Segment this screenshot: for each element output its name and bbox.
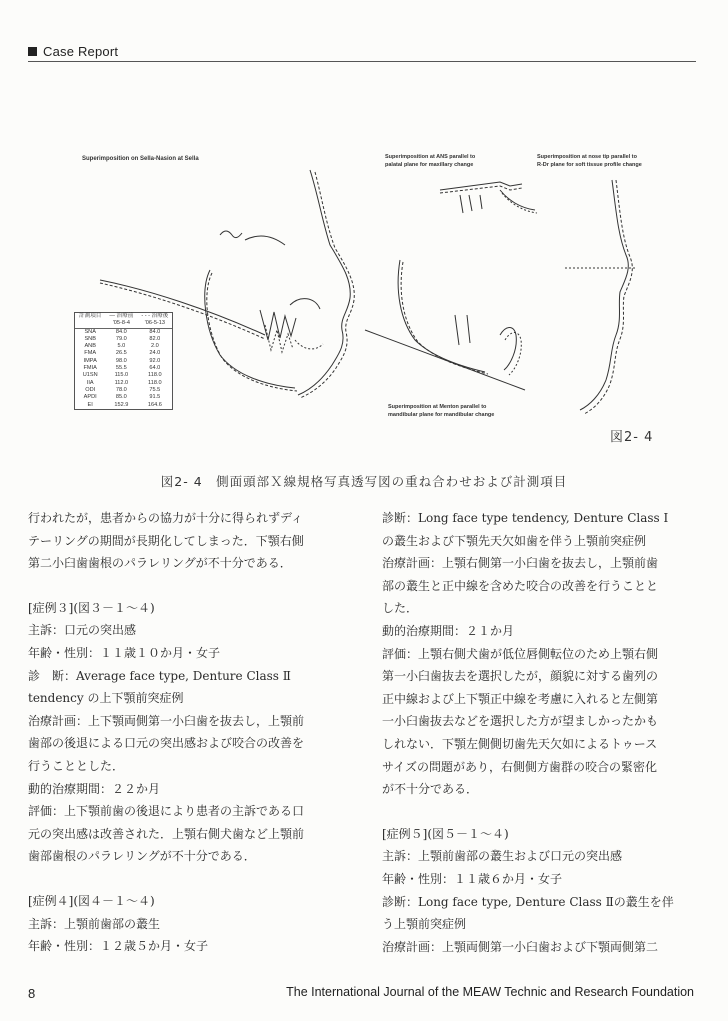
text-line: した． (382, 601, 419, 616)
table-cell: EI (87, 401, 93, 408)
table-cell: 85.0 (115, 394, 127, 401)
text-line: う上顎前突症例 (382, 917, 467, 932)
table-cell: 164.6 (147, 401, 162, 408)
table-cell: 91.5 (149, 394, 161, 401)
text-line: 年齢・性別：１２歳５か月・女子 (28, 939, 209, 954)
text-line: 評価：上顎右側犬歯が低位唇側転位のため上顎右側 (382, 646, 659, 661)
table-cell: IMPA (83, 357, 97, 364)
table-date-cell: '05-8-4 (112, 320, 130, 327)
text-line: 主訴：上顎前歯部の叢生 (28, 916, 161, 931)
table-date-cell (75, 320, 105, 328)
table-cell: U1SN (82, 372, 98, 379)
table-cell: 84.0 (115, 328, 127, 335)
table-date-cell: '06-5-13 (144, 320, 166, 327)
figure-caption: 図2- 4 側面頭部Ｘ線規格写真透写図の重ね合わせおよび計測項目 (160, 474, 568, 489)
table-row (75, 372, 172, 379)
text-line: 主訴：口元の突出感 (28, 623, 137, 638)
text-line: 主訴：上顎前歯部の叢生および口元の突出感 (382, 849, 623, 864)
table-header-cell: 計測項目 (79, 313, 102, 319)
table-cell: 92.0 (149, 357, 161, 364)
table-row (75, 358, 172, 365)
table-cell: 2.0 (150, 343, 159, 350)
table-cell: 98.0 (115, 357, 127, 364)
table-row (75, 402, 172, 409)
nose-superimposition-tracing (565, 180, 635, 414)
table-cell: ANB (84, 343, 96, 350)
text-line: 年齢・性別：１１歳６か月・女子 (382, 871, 563, 886)
table-cell: ODI (85, 386, 96, 393)
paragraph-gap (28, 868, 348, 890)
table-row (75, 380, 172, 387)
text-line: [症例４](図４－１～４) (28, 893, 155, 908)
table-header-cell: - - - 治療後 (141, 313, 169, 319)
text-line: 歯部歯根のパラレリングが不十分である． (28, 849, 256, 864)
text-line: tendency の上下顎前突症例 (28, 691, 184, 706)
table-cell: FMIA (83, 365, 97, 372)
table-cell: 75.5 (149, 386, 161, 393)
ans-superimposition-tracing (440, 182, 537, 213)
text-line: 診断：Long face type, Denture Class Ⅱの叢生を伴 (382, 894, 674, 909)
text-line: 治療計画：上顎両側第一小臼歯および下顎両側第二 (382, 939, 659, 954)
page-number: 8 (28, 986, 36, 1001)
text-line: 治療計画：上顎右側第一小臼歯を抜去し，上顎前歯 (382, 556, 659, 571)
table-row (75, 343, 172, 350)
text-line: 動的治療期間：２２か月 (28, 781, 161, 796)
text-line: 評価：上下顎前歯の後退により患者の主訴である口 (28, 804, 305, 819)
header-rule (28, 61, 696, 62)
text-line: 行われたが，患者からの協力が十分に得られずディ (28, 511, 304, 525)
text-line: 歯部の後退による口元の突出感および咬合の改善を (28, 736, 305, 751)
table-cell: SNA (84, 328, 96, 335)
text-line: 第二小臼歯歯根のパラレリングが不十分である． (28, 556, 292, 571)
table-cell: 55.5 (115, 365, 127, 372)
table-row (75, 336, 172, 343)
menton-superimposition-tracing (365, 260, 525, 390)
table-cell: 112.0 (114, 379, 129, 386)
table-cell: APDI (83, 394, 97, 401)
table-row (75, 350, 172, 357)
nose-note-2: R-Dr plane for soft tissue profile change (537, 162, 642, 168)
text-line: 元の突出感は改善された．上顎右側犬歯など上顎前 (28, 826, 305, 841)
text-line: 診断：Long face type tendency, Denture Class Ⅰ (382, 511, 669, 525)
text-line: 行うこととした． (28, 758, 125, 773)
menton-note-2: mandibular plane for mandibular change (388, 412, 495, 418)
table-cell: 26.5 (115, 350, 127, 357)
journal-title: The International Journal of the MEAW Technic and Research Foundation (286, 985, 694, 999)
table-cell: 82.0 (149, 335, 161, 342)
table-date-row (75, 320, 172, 328)
sella-note: Superimposition on Sella-Nasion at Sella (82, 156, 199, 162)
paragraph-gap (382, 801, 702, 823)
text-line: が不十分である． (382, 782, 479, 797)
text-line: 年齢・性別：１１歳１０か月・女子 (28, 645, 221, 660)
table-cell: 64.0 (149, 365, 161, 372)
text-line: しれない．下顎左側側切歯先天欠如によるトゥース (382, 736, 658, 751)
text-line: 診 断：Average face type, Denture Class Ⅱ (28, 668, 291, 683)
ans-note-1: Superimposition at ANS parallel to (385, 154, 476, 160)
square-bullet-icon (28, 47, 37, 56)
table-header-cell: — 治療前 (109, 313, 134, 319)
table-row (75, 365, 172, 372)
text-line: 動的治療期間：２１か月 (382, 623, 515, 638)
text-line: 第一小臼歯抜去を選択したが，顔貌に対する歯列の (382, 669, 659, 684)
text-line: の叢生および下顎先天欠如歯を伴う上顎前突症例 (382, 533, 647, 548)
table-cell: SNB (84, 335, 96, 342)
text-line: 正中線および上下顎正中線を考慮に入れると左側第 (382, 691, 659, 706)
ans-note-2: palatal plane for maxillary change (385, 162, 474, 168)
text-line: [症例３](図３－１～４) (28, 600, 155, 615)
figure-label: 図2- 4 (610, 430, 654, 445)
table-row (75, 387, 172, 394)
table-cell: 84.0 (149, 328, 161, 335)
table-cell: 118.0 (148, 372, 162, 379)
table-cell: 115.0 (114, 372, 129, 379)
right-text-column (382, 507, 702, 958)
table-cell: 5.0 (117, 343, 126, 350)
table-cell: IIA (86, 379, 94, 386)
section-header (28, 44, 118, 59)
text-line: [症例５](図５－１～４) (382, 826, 509, 841)
nose-note-1: Superimposition at nose tip parallel to (537, 154, 637, 160)
text-line: 部の叢生と正中線を含めた咬合の改善を行うことと (382, 578, 659, 593)
table-row (75, 329, 172, 336)
left-text-column (28, 507, 348, 958)
table-cell: FMA (84, 350, 97, 357)
menton-note-1: Superimposition at Menton parallel to (388, 404, 487, 410)
table-cell: 152.9 (114, 401, 129, 408)
table-cell: 118.0 (148, 379, 162, 386)
section-label: Case Report (43, 44, 119, 59)
table-cell: 79.0 (115, 335, 127, 342)
table-header-row (75, 313, 172, 320)
table-row (75, 394, 172, 401)
text-line: サイズの問題があり，右側側方歯群の咬合の緊密化 (382, 759, 658, 774)
text-line: 一小臼歯抜去などを選択した方が望ましかったかも (382, 714, 659, 729)
paragraph-gap (28, 575, 348, 597)
text-line: 治療計画：上下顎両側第一小臼歯を抜去し，上顎前 (28, 713, 305, 728)
measurement-table (74, 312, 173, 410)
table-cell: 78.0 (115, 386, 127, 393)
text-line: テーリングの期間が長期化してしまった．下顎右側 (28, 533, 304, 548)
table-cell: 24.0 (149, 350, 161, 357)
